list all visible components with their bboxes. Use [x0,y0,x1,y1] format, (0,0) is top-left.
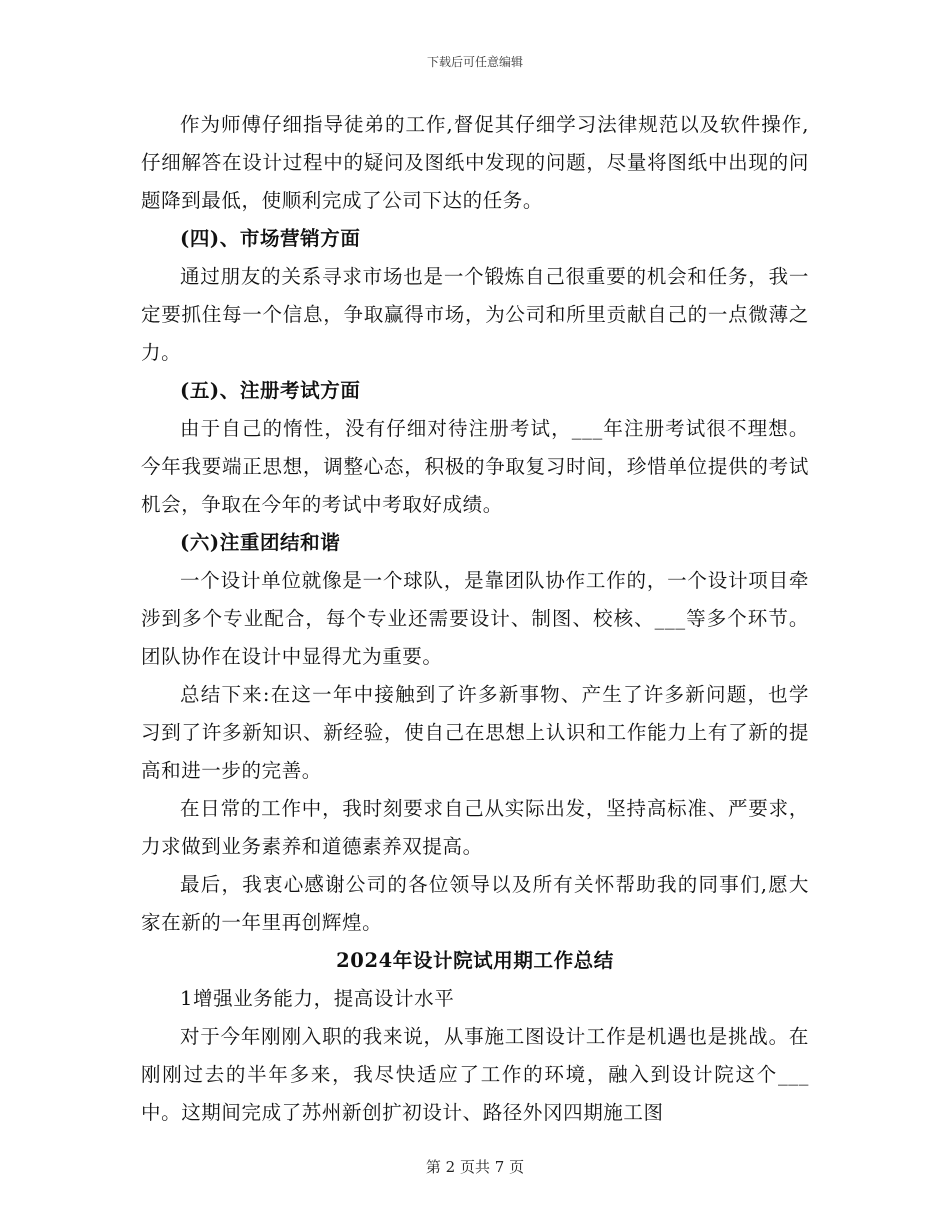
section-heading-teamwork: (六)注重团结和谐 [180,531,341,554]
paragraph-exam: 由于自己的惰性，没有仔细对待注册考试，___年注册考试很不理想。今年我要端正思想，调整心态，积极的争取复习时间，珍惜单位提供的考试机会，争取在今年的考试中考取好成绩。 [141,417,809,516]
paragraph-daily-work: 在日常的工作中，我时刻要求自己从实际出发，坚持高标准、严要求，力求做到业务素养和道德素养双提高。 [141,797,809,858]
section-heading-marketing: (四)、市场营销方面 [180,227,361,250]
paragraph-new-job: 对于今年刚刚入职的我来说，从事施工图设计工作是机遇也是挑战。在刚刚过去的半年多来，我尽快适应了工作的环境，融入到设计院这个___中。这期间完成了苏州新创扩初设计、路径外冈四期施工图 [141,1025,809,1124]
document-title: 2024年设计院试用期工作总结 [336,949,614,972]
page-header: 下载后可任意编辑 [426,55,523,69]
document-body [141,106,809,1132]
page-footer: 第 2 页共 7 页 [425,1158,525,1176]
paragraph-mentoring: 作为师傅仔细指导徒弟的工作,督促其仔细学习法律规范以及软件操作,仔细解答在设计过程中的疑问及图纸中发现的问题，尽量将图纸中出现的问题降到最低，使顺利完成了公司下达的任务。 [141,113,809,212]
paragraph-teamwork: 一个设计单位就像是一个球队，是靠团队协作工作的，一个设计项目牵涉到多个专业配合，每个专业还需要设计、制图、校核、___等多个环节。团队协作在设计中显得尤为重要。 [141,569,809,668]
section-heading-exam: (五)、注册考试方面 [180,379,361,402]
paragraph-summary: 总结下来:在这一年中接触到了许多新事物、产生了许多新问题，也学习到了许多新知识、新经验，使自己在思想上认识和工作能力上有了新的提高和进一步的完善。 [141,683,809,782]
paragraph-marketing: 通过朋友的关系寻求市场也是一个锻炼自己很重要的机会和任务，我一定要抓住每一个信息，争取赢得市场，为公司和所里贡献自己的一点微薄之力。 [141,265,809,364]
paragraph-thanks: 最后，我衷心感谢公司的各位领导以及所有关怀帮助我的同事们,愿大家在新的一年里再创辉煌。 [141,873,809,934]
paragraph-subheading: 1增强业务能力，提高设计水平 [180,987,455,1010]
